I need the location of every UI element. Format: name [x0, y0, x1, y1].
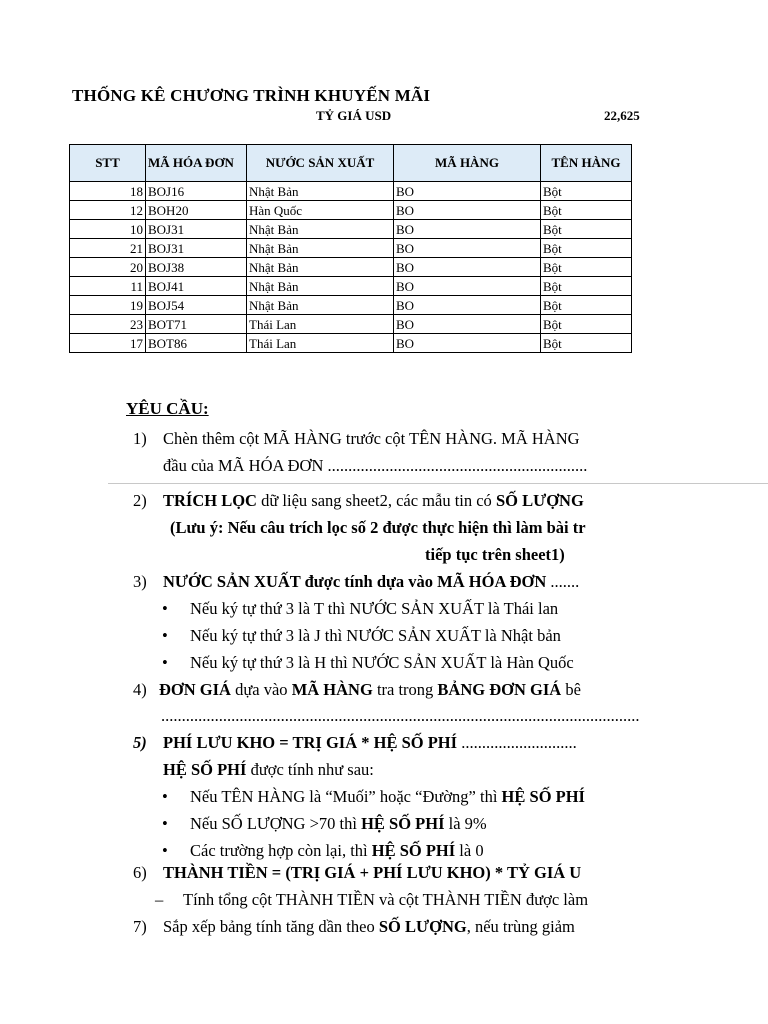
cell-ma-hoa-don[interactable]: BOJ31 — [146, 220, 247, 239]
cell-ma-hang[interactable]: BO — [394, 239, 541, 258]
header-nuoc-san-xuat[interactable]: NƯỚC SẢN XUẤT — [247, 145, 394, 182]
cell-stt[interactable]: 18 — [70, 182, 146, 201]
requirement-2-line-1 — [133, 487, 584, 514]
cell-nuoc-san-xuat[interactable]: Nhật Bản — [247, 296, 394, 315]
requirement-1-line-1 — [133, 425, 580, 452]
requirement-bold-text: SỐ LƯỢNG — [495, 491, 584, 510]
bullet-text: là 9% — [444, 814, 487, 833]
header-stt[interactable]: STT — [70, 145, 146, 182]
requirement-number: 4) — [133, 680, 147, 699]
cell-ma-hoa-don[interactable]: BOT71 — [146, 315, 247, 334]
bullet-text: Nếu SỐ LƯỢNG >70 thì — [190, 814, 362, 833]
table-row — [70, 296, 632, 315]
cell-ma-hang[interactable]: BO — [394, 201, 541, 220]
requirement-bold-text: SỐ LƯỢNG — [378, 917, 467, 936]
cell-ma-hoa-don[interactable]: BOT86 — [146, 334, 247, 353]
requirement-text: Chèn thêm cột MÃ HÀNG trước cột TÊN HÀNG. MÃ HÀNG — [163, 429, 580, 448]
cell-ma-hoa-don[interactable]: BOJ54 — [146, 296, 247, 315]
cell-ten-hang[interactable]: Bột — [541, 182, 632, 201]
requirement-number: 1) — [133, 429, 147, 448]
requirement-text: ....... — [546, 572, 580, 591]
exchange-rate-label: TỶ GIÁ USD — [316, 108, 392, 123]
requirement-text: ............................ — [457, 733, 577, 752]
requirement-6-line-1 — [133, 859, 581, 886]
cell-ten-hang[interactable]: Bột — [541, 220, 632, 239]
bullet-text: Các trường hợp còn lại, thì — [190, 841, 372, 860]
table-row — [70, 258, 632, 277]
cell-ma-hoa-don[interactable]: BOJ41 — [146, 277, 247, 296]
cell-ma-hoa-don[interactable]: BOH20 — [146, 201, 247, 220]
cell-stt[interactable]: 12 — [70, 201, 146, 220]
cell-stt[interactable]: 10 — [70, 220, 146, 239]
cell-ten-hang[interactable]: Bột — [541, 334, 632, 353]
requirement-bold-text: HỆ SỐ PHÍ — [163, 760, 247, 779]
bullet-text: Nếu ký tự thứ 3 là J thì NƯỚC SẢN XUẤT là Nhật bản — [190, 626, 561, 645]
cell-stt[interactable]: 21 — [70, 239, 146, 258]
table-row — [70, 277, 632, 296]
table-row — [70, 182, 632, 201]
bullet-text: Nếu ký tự thứ 3 là T thì NƯỚC SẢN XUẤT là Thái lan — [190, 599, 559, 618]
requirement-7-line-1 — [133, 913, 575, 940]
requirements-heading: YÊU CẦU: — [126, 399, 209, 418]
requirement-number: 2) — [133, 491, 147, 510]
requirement-6-subline — [155, 886, 588, 913]
cell-stt[interactable]: 20 — [70, 258, 146, 277]
requirement-bold-text: THÀNH TIỀN = (TRỊ GIÁ + PHÍ LƯU KHO) * TỶ GIÁ U — [163, 863, 582, 882]
requirement-bold-text: BẢNG ĐƠN GIÁ — [437, 680, 562, 699]
promotion-table — [69, 144, 632, 353]
cell-ma-hoa-don[interactable]: BOJ38 — [146, 258, 247, 277]
requirement-bold-text: MÃ HÀNG — [291, 680, 373, 699]
requirement-5-bullet-2 — [162, 810, 487, 837]
cell-nuoc-san-xuat[interactable]: Thái Lan — [247, 315, 394, 334]
bullet-text: là 0 — [455, 841, 484, 860]
requirement-5-line-1 — [133, 729, 577, 756]
cell-ten-hang[interactable]: Bột — [541, 315, 632, 334]
requirement-text: dựa vào — [230, 680, 292, 699]
cell-ma-hoa-don[interactable]: BOJ31 — [146, 239, 247, 258]
requirement-text: tra trong — [372, 680, 438, 699]
bullet-icon: • — [162, 787, 168, 806]
cell-ma-hang[interactable]: BO — [394, 258, 541, 277]
cell-ma-hang[interactable]: BO — [394, 315, 541, 334]
cell-nuoc-san-xuat[interactable]: Nhật Bản — [247, 220, 394, 239]
requirement-text: bê — [561, 680, 581, 699]
bullet-bold-text: HỆ SỐ PHÍ — [501, 787, 585, 806]
requirement-4-line-1 — [133, 676, 581, 703]
bullet-icon: • — [162, 814, 168, 833]
cell-ma-hang[interactable]: BO — [394, 182, 541, 201]
cell-stt[interactable]: 11 — [70, 277, 146, 296]
table-header-row — [70, 145, 632, 182]
requirement-4-dots: .................................................................................................................... — [161, 706, 640, 725]
requirement-bold-text: TRÍCH LỌC — [163, 491, 257, 510]
requirement-text: , nếu trùng giảm — [466, 917, 575, 936]
requirement-bold-text: PHÍ LƯU KHO = TRỊ GIÁ * HỆ SỐ PHÍ — [163, 733, 458, 752]
requirement-number: 7) — [133, 917, 147, 936]
bullet-text: Nếu ký tự thứ 3 là H thì NƯỚC SẢN XUẤT là Hàn Quốc — [190, 653, 574, 672]
requirements-section — [0, 395, 768, 1024]
cell-ten-hang[interactable]: Bột — [541, 239, 632, 258]
cell-nuoc-san-xuat[interactable]: Nhật Bản — [247, 239, 394, 258]
cell-ma-hang[interactable]: BO — [394, 220, 541, 239]
cell-stt[interactable]: 19 — [70, 296, 146, 315]
cell-nuoc-san-xuat[interactable]: Nhật Bản — [247, 258, 394, 277]
bullet-icon: • — [162, 599, 168, 618]
cell-ten-hang[interactable]: Bột — [541, 296, 632, 315]
bullet-icon: • — [162, 653, 168, 672]
requirement-number: 6) — [133, 863, 147, 882]
cell-stt[interactable]: 17 — [70, 334, 146, 353]
table-row — [70, 315, 632, 334]
sheet-title: THỐNG KÊ CHƯƠNG TRÌNH KHUYẾN MÃI — [72, 86, 431, 105]
cell-stt[interactable]: 23 — [70, 315, 146, 334]
bullet-bold-text: HỆ SỐ PHÍ — [361, 814, 445, 833]
requirement-text: Tính tổng cột THÀNH TIỀN và cột THÀNH TIỀN được làm — [183, 890, 589, 909]
requirement-3-bullet-1 — [162, 595, 558, 622]
header-ma-hang[interactable]: MÃ HÀNG — [394, 145, 541, 182]
requirement-5-bullet-1 — [162, 783, 585, 810]
cell-ma-hoa-don[interactable]: BOJ16 — [146, 182, 247, 201]
cell-ten-hang[interactable]: Bột — [541, 201, 632, 220]
requirement-3-line-1 — [133, 568, 579, 595]
cell-nuoc-san-xuat[interactable]: Nhật Bản — [247, 182, 394, 201]
requirement-2-note-line-2: tiếp tục trên sheet1) — [425, 545, 565, 564]
requirement-2-note-line-1: (Lưu ý: Nếu câu trích lọc số 2 được thực hiện thì làm bài tr — [170, 518, 586, 537]
table-row — [70, 201, 632, 220]
header-ma-hoa-don[interactable]: MÃ HÓA ĐƠN — [146, 145, 247, 182]
requirement-3-bullet-3 — [162, 649, 574, 676]
requirement-number: 3) — [133, 572, 147, 591]
cell-nuoc-san-xuat[interactable]: Hàn Quốc — [247, 201, 394, 220]
requirement-3-bullet-2 — [162, 622, 561, 649]
bullet-icon: • — [162, 626, 168, 645]
divider — [108, 483, 768, 484]
requirement-bold-text: ĐƠN GIÁ — [159, 680, 231, 699]
cell-ma-hang[interactable]: BO — [394, 296, 541, 315]
bullet-icon: • — [162, 841, 168, 860]
cell-nuoc-san-xuat[interactable]: Nhật Bản — [247, 277, 394, 296]
cell-ten-hang[interactable]: Bột — [541, 258, 632, 277]
requirement-text: được tính như sau: — [246, 760, 374, 779]
bullet-text: Nếu TÊN HÀNG là “Muối” hoặc “Đường” thì — [190, 787, 502, 806]
requirement-5-subline — [163, 756, 374, 783]
bullet-bold-text: HỆ SỐ PHÍ — [371, 841, 456, 860]
requirement-1-line-2: đầu của MÃ HÓA ĐƠN ............................................................... — [163, 456, 588, 475]
cell-ma-hang[interactable]: BO — [394, 277, 541, 296]
table-row — [70, 220, 632, 239]
requirement-number: 5) — [133, 733, 147, 752]
cell-nuoc-san-xuat[interactable]: Thái Lan — [247, 334, 394, 353]
exchange-rate-value: 22,625 — [604, 108, 640, 123]
header-ten-hang[interactable]: TÊN HÀNG — [541, 145, 632, 182]
table-row — [70, 334, 632, 353]
requirement-text: dữ liệu sang sheet2, các mẫu tin có — [256, 491, 496, 510]
cell-ma-hang[interactable]: BO — [394, 334, 541, 353]
table-row — [70, 239, 632, 258]
requirement-text: Sắp xếp bảng tính tăng dần theo — [163, 917, 379, 936]
cell-ten-hang[interactable]: Bột — [541, 277, 632, 296]
dash-icon: – — [155, 890, 164, 909]
requirement-bold-text: NƯỚC SẢN XUẤT được tính dựa vào MÃ HÓA ĐƠN — [163, 572, 547, 591]
